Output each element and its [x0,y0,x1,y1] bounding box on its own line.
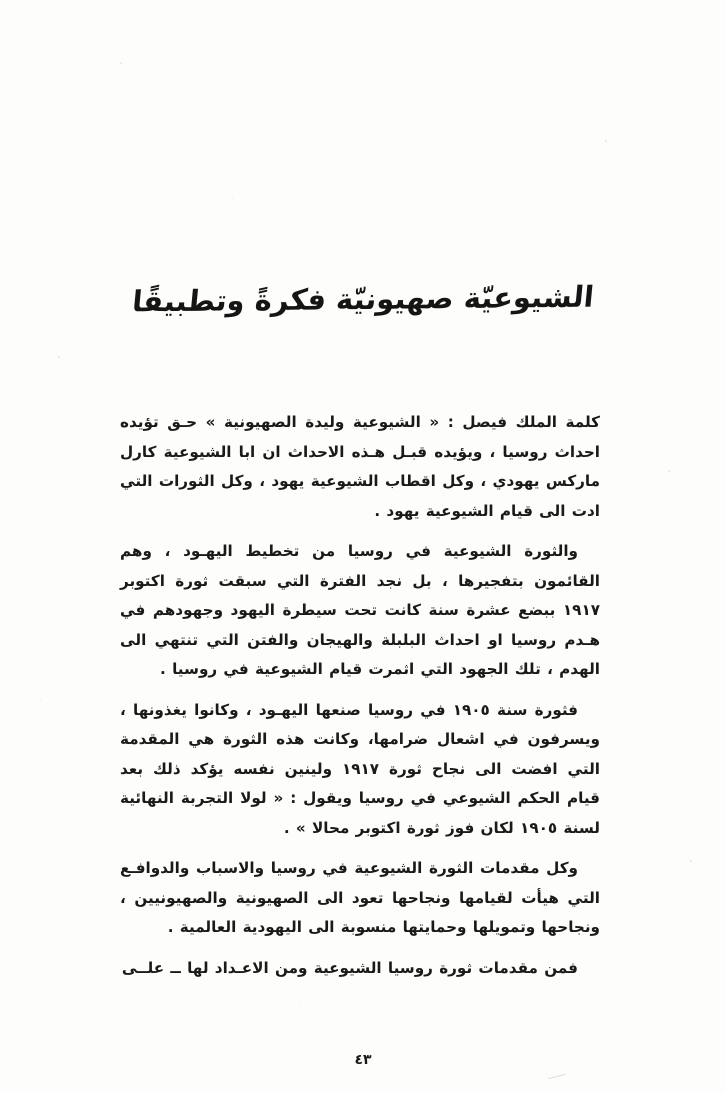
paragraph: فمن مقدمات ثورة روسيا الشيوعية ومن الاعـداد لها ــ علــى [121,958,578,977]
paragraph: وكل مقدمات الثورة الشيوعية في روسيا والاسباب والدوافـع التي هيأت لقيامها ونجاحها تعود الى الصهيونية والصهيونيين ، ونجاحها وتمويلها وحمايتها منسوبة الى اليهودية العالمية . [120,859,600,936]
body-text [120,408,600,983]
page-title: الشيوعيّة صهيونيّة فكرةً وتطبيقًا [130,280,596,319]
paragraph: كلمة الملك فيصل : « الشيوعية وليدة الصهيونية » حـق تؤيده احداث روسيا ، ويؤيده قبـل هـذه الاحداث ان ابا الشيوعية كارل ماركس يهودي ، وكل اقطاب الشيوعية يهود ، وكل الثورات التي ادت الى قيام الشيوعية يهود . [120,413,600,520]
page-number: ٤٣ [354,1052,372,1068]
paragraph: فثورة سنة ١٩٠٥ في روسيا صنعها اليهـود ، وكانوا يغذونها ، ويسرفون في اشعال ضرامها، وكانت هذه الثورة هي المقدمة التي افضت الى نجاح ثورة ١٩١٧ ولينين نفسه يؤكد ذلك بعد قيام الحكم الشيوعي في روسيا ويقول : « لولا التجربة النهائية لسنة ١٩٠٥ لكان فوز ثورة اكتوبر محالا » . [120,700,600,837]
paragraph: والثورة الشيوعية في روسيا من تخطيط اليهـود ، وهم القائمون بتفجيرها ، بل نجد الفترة التي سبقت ثورة اكتوبر ١٩١٧ ببضع عشرة سنة كانت تحت سيطرة اليهود وجهودهم في هـدم روسيا او احداث البلبلة والهيجان والفتن التي تنتهي الى الهدم ، تلك الجهود التي اثمرت قيام الشيوعية في روسيا . [120,542,600,678]
